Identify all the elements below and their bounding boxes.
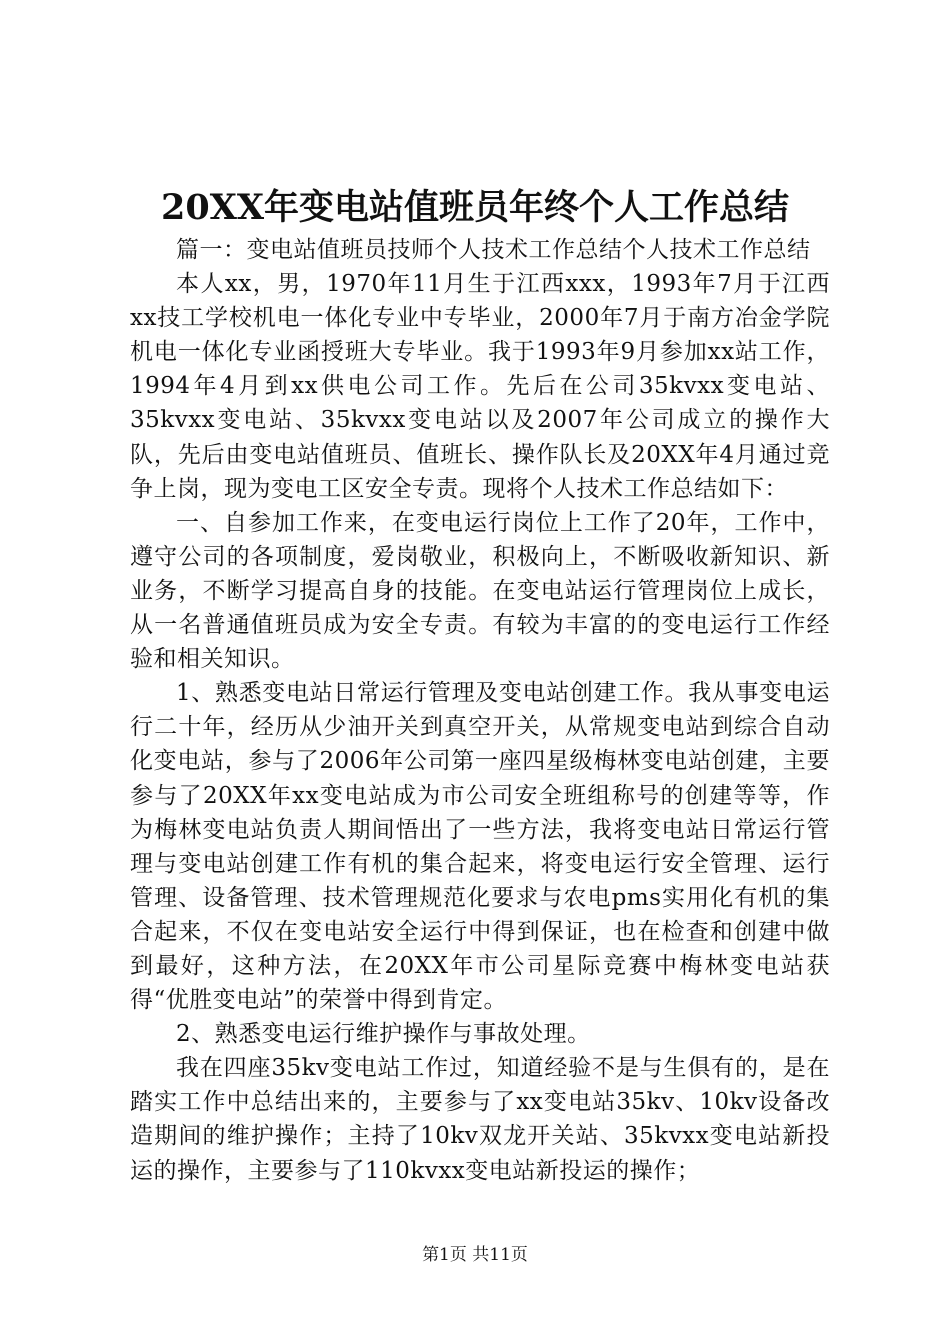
paragraph-item-two-body: 我在四座35kv变电站工作过，知道经验不是与生俱有的，是在踏实工作中总结出来的，主要参与了xx变电站35kv、10kv设备改造期间的维护操作；主持了10kv双龙开关站、35kvxx变电站新投运的操作，主要参与了110kvxx变电站新投运的操作；: [130, 1055, 830, 1184]
page-number-footer: 第1页 共11页: [422, 1245, 528, 1265]
paragraph-item-two-heading: 2、熟悉变电运行维护操作与事故处理。: [176, 1021, 591, 1048]
paragraph-section-one: 一、自参加工作来，在变电运行岗位上工作了20年，工作中，遵守公司的各项制度，爱岗敬业，积极向上，不断吸收新知识、新业务，不断学习提高自身的技能。在变电站运行管理岗位上成长，从一名普通值班员成为安全专责。有较为丰富的的变电运行工作经验和相关知识。: [130, 509, 830, 673]
paragraph-item-one: 1、熟悉变电站日常运行管理及变电站创建工作。我从事变电运行二十年，经历从少油开关到真空开关，从常规变电站到综合自动化变电站，参与了2006年公司第一座四星级梅林变电站创建，主要参与了20XX年xx变电站成为市公司安全班组称号的创建等等，作为梅林变电站负责人期间悟出了一些方法，我将变电站日常运行管理与变电站创建工作有机的集合起来，将变电运行安全管理、运行管理、设备管理、技术管理规范化要求与农电pms实用化有机的集合起来，不仅在变电站安全运行中得到保证，也在检查和创建中做到最好，这种方法，在20XX年市公司星际竞赛中梅林变电站获得“优胜变电站”的荣誉中得到肯定。: [130, 680, 830, 1014]
paragraph-personal-info: 本人xx，男，1970年11月生于江西xxx，1993年7月于江西xx技工学校机电一体化专业中专毕业，2000年7月于南方冶金学院机电一体化专业函授班大专毕业。我于1993年9月参加xx站工作，1994年4月到xx供电公司工作。先后在公司35kvxx变电站、35kvxx变电站、35kvxx变电站以及2007年公司成立的操作大队，先后由变电站值班员、值班长、操作队长及20XX年4月通过竞争上岗，现为变电工区安全专责。现将个人技术工作总结如下：: [130, 271, 830, 502]
paragraph-intro: 篇一：变电站值班员技师个人技术工作总结个人技术工作总结: [176, 237, 811, 263]
document-title: 20XX年变电站值班员年终个人工作总结: [160, 187, 790, 228]
document-body: [130, 233, 830, 1188]
